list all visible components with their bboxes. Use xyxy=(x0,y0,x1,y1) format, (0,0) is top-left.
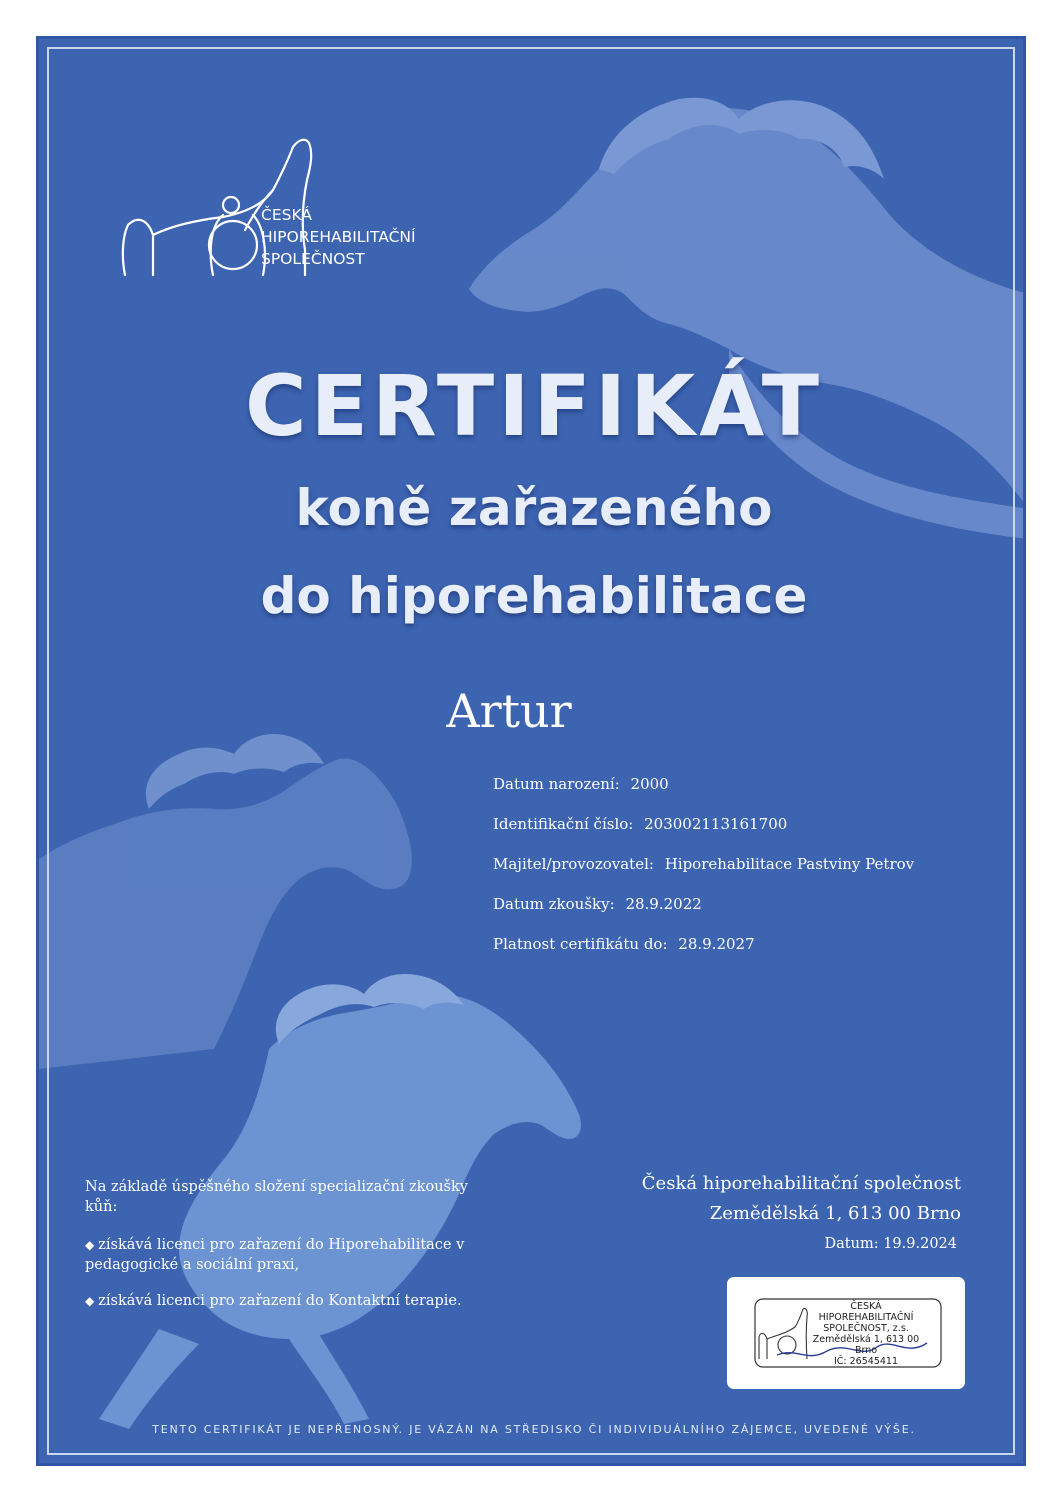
certificate-subtitle-2: do hiporehabilitace xyxy=(260,567,808,625)
certificate-title: CERTIFIKÁT xyxy=(244,357,823,455)
detail-label: Datum narození: xyxy=(493,775,620,793)
detail-value: 203002113161700 xyxy=(644,815,788,833)
license-intro: Na základě úspěšného složení specializační zkoušky kůň: xyxy=(85,1179,468,1215)
license-bullet-2 xyxy=(85,1291,485,1311)
issue-date: Datum: 19.9.2024 xyxy=(824,1236,957,1252)
detail-label: Platnost certifikátu do: xyxy=(493,935,668,953)
issuer-address: Zemědělská 1, 613 00 Brno xyxy=(709,1203,961,1224)
detail-label: Majitel/provozovatel: xyxy=(493,855,654,873)
stamp-line-4: IČ: 26545411 xyxy=(833,1356,898,1367)
certificate-subtitle-1: koně zařazeného xyxy=(295,479,773,537)
detail-value: 2000 xyxy=(630,775,669,793)
license-bullet-1 xyxy=(85,1235,485,1275)
detail-row-exam-date xyxy=(493,895,914,935)
stamp-line-1: ČESKÁ HIPOREHABILITAČNÍ xyxy=(818,1301,914,1323)
detail-label: Datum zkoušky: xyxy=(493,895,615,913)
stamp-line-2: SPOLEČNOST, z.s. xyxy=(823,1323,909,1334)
logo-text xyxy=(261,204,416,270)
detail-value: Hiporehabilitace Pastviny Petrov xyxy=(664,855,915,873)
official-stamp xyxy=(727,1277,965,1389)
logo-line-1: ČESKÁ xyxy=(261,206,312,224)
detail-label: Identifikační číslo: xyxy=(493,815,634,833)
certificate-frame xyxy=(36,36,1026,1466)
issuer-name: Česká hiporehabilitační společnost xyxy=(641,1173,961,1194)
license-statement xyxy=(85,1177,485,1327)
detail-row-owner xyxy=(493,855,914,895)
detail-row-validity xyxy=(493,935,914,975)
detail-row-id-number xyxy=(493,815,914,855)
license-bullet-text: získává licenci pro zařazení do Hiporehabilitace v pedagogické a sociální praxi, xyxy=(85,1237,465,1273)
stamp-line-3: Zemědělská 1, 613 00 Brno xyxy=(812,1334,920,1356)
detail-row-birth-date xyxy=(493,775,914,815)
logo-line-3: SPOLEČNOST xyxy=(261,250,365,268)
diamond-bullet-icon: ◆ xyxy=(85,1238,95,1252)
diamond-bullet-icon: ◆ xyxy=(85,1294,95,1308)
horse-name: Artur xyxy=(446,684,572,738)
detail-value: 28.9.2022 xyxy=(625,895,702,913)
stamp-text xyxy=(811,1301,921,1367)
logo-line-2: HIPOREHABILITAČNÍ xyxy=(261,228,416,246)
horse-top-right xyxy=(469,98,1026,539)
horse-details xyxy=(493,775,914,975)
issuer-block xyxy=(642,1169,961,1259)
footer-note: TENTO CERTIFIKÁT JE NEPŘENOSNÝ. JE VÁZÁN NA STŘEDISKO ČI INDIVIDUÁLNÍHO ZÁJEMCE, UVEDENÉ VÝŠE. xyxy=(152,1423,916,1436)
detail-value: 28.9.2027 xyxy=(678,935,755,953)
license-bullet-text: získává licenci pro zařazení do Kontaktní terapie. xyxy=(98,1293,462,1309)
